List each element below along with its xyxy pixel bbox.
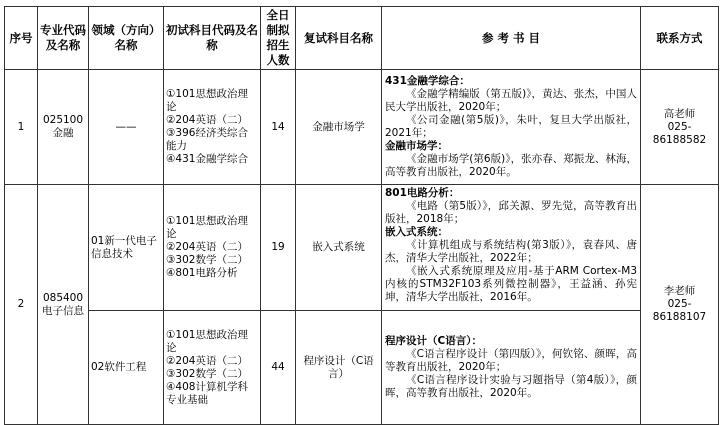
retest-cell: 程序设计（C语言） <box>296 311 382 425</box>
retest-cell: 嵌入式系统 <box>296 185 382 311</box>
major-code: 025100 <box>42 114 84 126</box>
quota-cell: 44 <box>261 311 296 425</box>
header-retest: 复试科目名称 <box>296 7 382 70</box>
contact-name: 高老师 <box>663 107 696 120</box>
field-cell: 02软件工程 <box>89 311 164 425</box>
major-cell <box>38 70 89 185</box>
ref-heading: 431金融学综合： <box>385 75 470 87</box>
header-no: 序号 <box>5 7 38 70</box>
header-subjects: 初试科目代码及名称 <box>164 7 261 70</box>
major-cell <box>38 185 89 425</box>
subjects-cell <box>164 70 261 185</box>
row-no: 2 <box>5 185 38 425</box>
contact-cell <box>641 185 719 425</box>
ref-heading: 801电路分析： <box>385 187 460 199</box>
header-quota: 全日制拟招生人数 <box>261 7 296 70</box>
contact-name: 李老师 <box>663 285 696 297</box>
table-row <box>5 311 719 425</box>
ref-book: 《公司金融(第5版)》，朱叶，复旦大学出版社，2021年； <box>385 114 637 139</box>
subject: ②204英语（二） <box>166 114 248 126</box>
ref-heading: 程序设计（C语言）： <box>385 335 482 347</box>
contact-phone: 025-86188582 <box>652 120 707 146</box>
table-row <box>5 70 719 185</box>
subject: ③302数学（二） <box>166 254 248 266</box>
header-row <box>5 7 719 70</box>
subjects-cell <box>164 185 261 311</box>
table-row <box>5 185 719 311</box>
major-code: 085400 <box>42 291 84 304</box>
subject: ④408计算机学科专业基础 <box>166 380 248 406</box>
references-cell <box>382 311 641 425</box>
field-cell: 01新一代电子信息技术 <box>89 185 164 311</box>
ref-book: 《计算机组成与系统结构(第3版）》，袁春风、唐杰，清华大学出版社，2022年； <box>385 239 637 264</box>
field-cell: —— <box>89 70 164 185</box>
header-major: 专业代码及名称 <box>38 7 89 70</box>
admissions-table <box>4 6 719 425</box>
contact-cell <box>641 70 719 185</box>
subject: ③396经济类综合能力 <box>166 127 248 152</box>
subject: ②204英语（二） <box>166 241 248 253</box>
subject: ③302数学（二） <box>166 367 248 380</box>
major-name: 电子信息 <box>42 304 84 317</box>
quota-cell: 14 <box>261 70 296 185</box>
ref-book: 《金融市场学(第6版)》，张亦春、郑振龙、林海，高等教育出版社，2020年。 <box>385 153 637 178</box>
header-references: 参 考 书 目 <box>382 7 641 70</box>
subject: ①101思想政治理论 <box>166 215 248 240</box>
major-name: 金融 <box>52 127 74 139</box>
header-contact: 联系方式 <box>641 7 719 70</box>
ref-heading: 金融市场学： <box>385 140 448 152</box>
subject: ④431金融学综合 <box>166 153 248 165</box>
subject: ②204英语（二） <box>166 354 248 367</box>
subject: ①101思想政治理论 <box>166 328 248 354</box>
ref-book: 《C语言程序设计（第四版）》，何钦铭、颜晖，高等教育出版社，2020年； <box>385 348 637 373</box>
retest-cell: 金融市场学 <box>296 70 382 185</box>
ref-book: 《C语言程序设计实验与习题指导（第4版）》，颜晖，高等教育出版社，2020年。 <box>385 374 637 399</box>
ref-book: 《嵌入式系统原理及应用-基于ARM Cortex-M3内核的STM32F103系列微控制器》，王益涵、孙宪坤，清华大学出版社，2016年。 <box>385 265 637 303</box>
ref-book: 《电路（第5版）》，邱关源、罗先觉，高等教育出版社，2018年； <box>385 200 637 225</box>
quota-cell: 19 <box>261 185 296 311</box>
header-field: 领域（方向）名称 <box>89 7 164 70</box>
references-cell <box>382 185 641 311</box>
ref-book: 《金融学精编版（第五版)》，黄达、张杰，中国人民大学出版社，2020年； <box>385 88 637 113</box>
ref-heading: 嵌入式系统： <box>385 226 448 238</box>
subject: ④801电路分析 <box>166 267 238 279</box>
row-no: 1 <box>5 70 38 185</box>
contact-phone: 025-86188107 <box>652 298 707 323</box>
subjects-cell <box>164 311 261 425</box>
references-cell <box>382 70 641 185</box>
subject: ①101思想政治理论 <box>166 88 248 113</box>
